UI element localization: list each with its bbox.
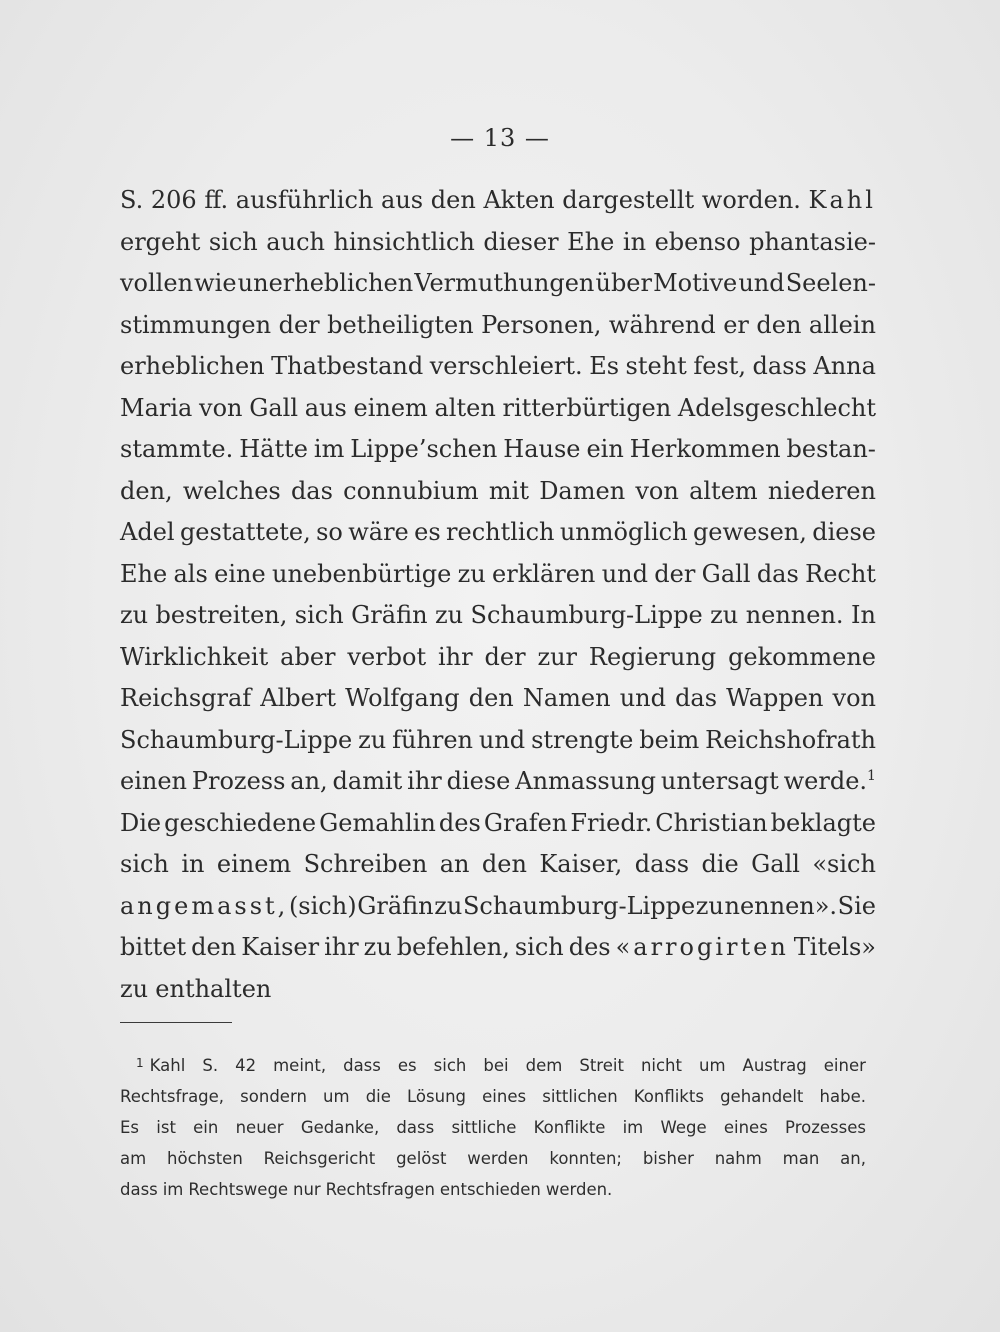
body-word: Gräfin bbox=[351, 601, 428, 629]
body-word: und bbox=[478, 725, 526, 754]
body-word: während bbox=[608, 310, 716, 339]
body-word: einen bbox=[120, 767, 187, 795]
body-word: zu bbox=[358, 725, 387, 754]
body-word: der bbox=[654, 559, 696, 588]
body-word: Lippe’schen bbox=[350, 435, 498, 463]
body-word: aus bbox=[381, 186, 424, 214]
body-word: verschleiert. bbox=[429, 352, 583, 380]
body-word: und bbox=[738, 269, 785, 297]
footnote-line bbox=[120, 1050, 866, 1081]
body-word: Personen, bbox=[481, 310, 602, 339]
body-word: S. bbox=[120, 186, 144, 214]
footnote-line bbox=[120, 1174, 866, 1205]
body-word: ein bbox=[586, 435, 624, 463]
footnote-word: gelöst bbox=[396, 1149, 447, 1168]
body-word: und bbox=[619, 684, 666, 712]
footnote-word: Lösung bbox=[407, 1087, 467, 1106]
body-line bbox=[120, 222, 876, 264]
footnote-line bbox=[120, 1143, 866, 1174]
footnote-word: konnten; bbox=[549, 1149, 622, 1168]
body-word: die bbox=[701, 850, 739, 878]
body-word: von bbox=[832, 684, 876, 712]
body-word: Schaumburg-Lippe bbox=[462, 891, 696, 920]
footnote-word: Streit bbox=[579, 1056, 624, 1075]
body-word: Anna bbox=[813, 352, 876, 380]
footnote-word: nicht bbox=[640, 1056, 682, 1075]
body-line bbox=[120, 305, 876, 347]
body-word: und bbox=[601, 559, 648, 588]
footnote-word: dass bbox=[396, 1118, 435, 1137]
footnote-word: meint, bbox=[273, 1056, 327, 1075]
body-word: an, bbox=[290, 767, 328, 795]
body-word: geschiedene bbox=[164, 808, 317, 837]
body-word: Namen bbox=[522, 684, 611, 712]
body-word: im bbox=[313, 435, 345, 463]
body-word: sich bbox=[120, 850, 169, 878]
footnote-word: im bbox=[622, 1118, 644, 1137]
body-word: Gall bbox=[701, 559, 751, 588]
body-word: Ehe bbox=[567, 227, 615, 256]
body-word: Schreiben bbox=[303, 850, 428, 878]
body-word: aber bbox=[280, 642, 336, 671]
footnote-word: Rechtswege bbox=[188, 1180, 289, 1199]
footnote-word: nahm bbox=[714, 1149, 762, 1168]
body-line bbox=[120, 844, 876, 886]
footnote-word: werden. bbox=[545, 1180, 613, 1199]
body-line bbox=[120, 388, 876, 430]
body-word: erheblichen bbox=[120, 352, 265, 380]
body-word: den bbox=[430, 186, 476, 214]
body-word: worden. bbox=[701, 186, 801, 214]
body-word: der bbox=[278, 310, 320, 339]
footnote-word: bisher bbox=[642, 1149, 694, 1168]
body-word: dass bbox=[752, 352, 807, 380]
body-word: stimmungen bbox=[120, 310, 272, 339]
body-word: enthalten bbox=[155, 974, 272, 1003]
footnote-word: Reichsgericht bbox=[263, 1149, 376, 1168]
body-word: das bbox=[290, 476, 333, 505]
footnote-word: Es bbox=[120, 1118, 140, 1137]
body-word: erklären bbox=[492, 559, 596, 588]
body-line bbox=[120, 678, 876, 720]
body-word: von bbox=[635, 476, 679, 505]
body-word: unmöglich bbox=[559, 518, 688, 546]
body-line bbox=[120, 720, 876, 762]
body-word: connubium bbox=[343, 476, 479, 505]
body-word: werde.$^1$ bbox=[783, 767, 876, 795]
footnote-word: 42 bbox=[235, 1056, 257, 1075]
body-word: des bbox=[568, 933, 611, 961]
footnote-word: dass bbox=[343, 1056, 381, 1075]
body-word: sich bbox=[294, 601, 344, 629]
footnote-word: höchsten bbox=[167, 1149, 243, 1168]
body-word: Damen bbox=[539, 476, 626, 505]
body-word: Anmassung bbox=[515, 767, 657, 795]
body-word: von bbox=[199, 393, 243, 422]
body-word: zu bbox=[120, 974, 149, 1003]
body-word: ihr bbox=[407, 767, 442, 795]
footnote-word: am bbox=[120, 1149, 147, 1168]
body-word: zu bbox=[363, 933, 392, 961]
footnote-word: die bbox=[365, 1087, 391, 1106]
body-word: hinsichtlich bbox=[333, 227, 475, 256]
body-word: den, bbox=[120, 476, 173, 505]
body-word: Adel bbox=[120, 518, 175, 546]
body-word: bestan- bbox=[786, 435, 876, 463]
footnote-word: sich bbox=[433, 1056, 467, 1075]
footnote-word: Konflikts bbox=[633, 1087, 704, 1106]
footnote-word: Rechtsfrage, bbox=[120, 1087, 225, 1106]
body-word: einem bbox=[216, 850, 292, 878]
body-line bbox=[120, 346, 876, 388]
body-word: Grafen bbox=[483, 808, 568, 837]
body-line bbox=[120, 927, 876, 969]
body-word: eine bbox=[214, 559, 266, 588]
body-word: Regierung bbox=[588, 642, 717, 671]
body-word: Vermuthungen bbox=[414, 269, 595, 297]
footnote-word: sondern bbox=[240, 1087, 307, 1106]
body-word: bittet bbox=[120, 933, 187, 961]
body-word: stammte. bbox=[120, 435, 234, 463]
body-word: ihr bbox=[324, 933, 359, 961]
footnote-word: bei bbox=[483, 1056, 509, 1075]
body-word: ritterbürtigen bbox=[502, 393, 672, 422]
body-line bbox=[120, 969, 876, 1011]
body-word: ergeht bbox=[120, 227, 201, 256]
footnote-word: ist bbox=[156, 1118, 176, 1137]
footnote-word: ein bbox=[193, 1118, 219, 1137]
body-word: zu bbox=[710, 601, 739, 629]
body-word: Titels» bbox=[793, 933, 876, 961]
body-line bbox=[120, 637, 876, 679]
body-word: des bbox=[438, 808, 481, 837]
body-word: den bbox=[468, 684, 514, 712]
body-word: Wappen bbox=[726, 684, 824, 712]
body-line bbox=[120, 263, 876, 305]
body-word: rechtlich bbox=[446, 518, 555, 546]
body-line bbox=[120, 803, 876, 845]
body-word: 206 bbox=[150, 186, 197, 214]
body-word: vollen bbox=[120, 269, 194, 297]
footnote-word: Gedanke, bbox=[300, 1118, 380, 1137]
body-word: zu bbox=[120, 601, 149, 629]
body-word: steht bbox=[625, 352, 687, 380]
footnote-word: Rechtsfragen bbox=[325, 1180, 435, 1199]
body-word: zu bbox=[457, 559, 486, 588]
body-line bbox=[120, 595, 876, 637]
body-word: nennen. bbox=[745, 601, 844, 629]
body-word: unebenbürtige bbox=[271, 559, 452, 588]
body-word: diese bbox=[812, 518, 876, 546]
body-word: Thatbestand bbox=[271, 352, 424, 380]
footnote-line bbox=[120, 1081, 866, 1112]
footnote-word: eines bbox=[482, 1087, 527, 1106]
body-line bbox=[120, 761, 876, 803]
body-word: Christian bbox=[655, 808, 768, 837]
body-word: altem bbox=[689, 476, 758, 505]
body-word: zu bbox=[695, 891, 724, 920]
footnote-word: werden bbox=[467, 1149, 529, 1168]
body-word: beklagte bbox=[770, 808, 876, 837]
footnote-divider bbox=[120, 1022, 232, 1023]
footnote-word: S. bbox=[202, 1056, 219, 1075]
body-word: das bbox=[756, 559, 799, 588]
body-word: an bbox=[439, 850, 470, 878]
footnote-word: um bbox=[323, 1087, 350, 1106]
body-word: ebenso bbox=[654, 227, 741, 256]
body-word: (sich) bbox=[288, 891, 357, 920]
footnote-word: dass bbox=[120, 1180, 158, 1199]
body-word: Reichsgraf bbox=[120, 684, 252, 712]
body-word: Reichshofrath bbox=[705, 725, 876, 754]
body-word: ihr bbox=[438, 642, 473, 671]
footnote-word: um bbox=[699, 1056, 726, 1075]
body-word: befehlen, bbox=[396, 933, 510, 961]
footnote-word: entschieden bbox=[439, 1180, 541, 1199]
body-word: so bbox=[316, 518, 343, 546]
body-word: als bbox=[173, 559, 208, 588]
body-word: gestattete, bbox=[179, 518, 311, 546]
body-word: damit bbox=[332, 767, 403, 795]
body-word: In bbox=[851, 601, 876, 629]
body-word: den bbox=[191, 933, 237, 961]
footnote-marker: 1 bbox=[136, 1056, 144, 1070]
body-word: Sie bbox=[837, 891, 876, 920]
body-word: «sich bbox=[812, 850, 876, 878]
body-word: Wirklichkeit bbox=[120, 642, 269, 671]
body-word: den bbox=[756, 310, 802, 339]
body-word: alten bbox=[434, 393, 496, 422]
body-word: Kaiser bbox=[241, 933, 320, 961]
body-word: er bbox=[723, 310, 749, 339]
footnote-word: eines bbox=[723, 1118, 768, 1137]
footnote-word: habe. bbox=[819, 1087, 866, 1106]
footnote-word: nur bbox=[293, 1180, 321, 1199]
body-word: das bbox=[675, 684, 718, 712]
body-word: Herkommen bbox=[629, 435, 781, 463]
body-word: angemasst, bbox=[120, 891, 289, 920]
body-word: mit bbox=[488, 476, 529, 505]
body-word: gekommene bbox=[728, 642, 876, 671]
footnote-word: man bbox=[782, 1149, 820, 1168]
body-word: niederen bbox=[767, 476, 876, 505]
body-word: Albert bbox=[260, 684, 336, 712]
body-word: Kahl bbox=[808, 186, 876, 214]
body-word: aus bbox=[304, 393, 347, 422]
footnote-word: an, bbox=[840, 1149, 866, 1168]
body-word: welches bbox=[182, 476, 281, 505]
body-word: strengte bbox=[531, 725, 634, 754]
body-text bbox=[120, 180, 876, 1010]
footnote-word: $^1$ Kahl bbox=[136, 1056, 186, 1075]
footnote-word: Austrag bbox=[742, 1056, 807, 1075]
body-word: Seelen- bbox=[785, 269, 876, 297]
body-word: zur bbox=[537, 642, 578, 671]
body-word: bestreiten, bbox=[155, 601, 288, 629]
body-line bbox=[120, 886, 876, 928]
body-word: Gräfin bbox=[357, 891, 434, 920]
footnote-word: dem bbox=[525, 1056, 563, 1075]
body-word: es bbox=[414, 518, 441, 546]
body-word: auch bbox=[266, 227, 325, 256]
body-word: führen bbox=[392, 725, 473, 754]
body-line bbox=[120, 429, 876, 471]
body-word: Friedr. bbox=[570, 808, 653, 837]
footnote-word: sittliche bbox=[451, 1118, 517, 1137]
body-word: wäre bbox=[348, 518, 409, 546]
footnote-word: es bbox=[397, 1056, 417, 1075]
body-word: Motive bbox=[653, 269, 738, 297]
body-word: Gall bbox=[249, 393, 299, 422]
body-word: wie bbox=[194, 269, 237, 297]
body-word: Adelsgeschlecht bbox=[677, 393, 876, 422]
body-word: untersagt bbox=[660, 767, 779, 795]
footnote-word: im bbox=[162, 1180, 184, 1199]
body-word: phantasie- bbox=[749, 227, 876, 256]
footnote-word: Konflikte bbox=[533, 1118, 606, 1137]
body-word: Gemahlin bbox=[319, 808, 436, 837]
body-word: sich bbox=[514, 933, 564, 961]
body-word: ausführlich bbox=[235, 186, 374, 214]
body-word: Prozess bbox=[191, 767, 286, 795]
body-word: Gall bbox=[751, 850, 800, 878]
body-line bbox=[120, 471, 876, 513]
body-word: der bbox=[484, 642, 526, 671]
body-word: Hätte bbox=[239, 435, 308, 463]
body-word: über bbox=[595, 269, 652, 297]
body-word: allein bbox=[808, 310, 876, 339]
footnote-word: Prozesses bbox=[785, 1118, 866, 1137]
body-word: beim bbox=[639, 725, 700, 754]
footnote-word: neuer bbox=[235, 1118, 284, 1137]
body-word: einem bbox=[353, 393, 428, 422]
footnotes bbox=[120, 1050, 866, 1205]
body-word: Maria bbox=[120, 393, 193, 422]
body-word: Die bbox=[120, 808, 162, 837]
footnote-word: einer bbox=[823, 1056, 866, 1075]
body-word: fest, bbox=[693, 352, 747, 380]
body-word: nennen». bbox=[724, 891, 838, 920]
body-word: dargestellt bbox=[562, 186, 695, 214]
body-word: ff. bbox=[204, 186, 229, 214]
body-line bbox=[120, 180, 876, 222]
body-word: unerheblichen bbox=[237, 269, 414, 297]
body-word: sich bbox=[208, 227, 258, 256]
page-number: — 13 — bbox=[450, 124, 550, 152]
body-line bbox=[120, 554, 876, 596]
body-line bbox=[120, 512, 876, 554]
footnote-word: sittlichen bbox=[542, 1087, 618, 1106]
body-word: dieser bbox=[483, 227, 559, 256]
body-word: betheiligten bbox=[327, 310, 474, 339]
body-word: in bbox=[622, 227, 647, 256]
body-word: gewesen, bbox=[692, 518, 807, 546]
body-word: diese bbox=[446, 767, 511, 795]
body-word: in bbox=[181, 850, 205, 878]
body-word: dass bbox=[634, 850, 690, 878]
body-word: zu bbox=[434, 891, 463, 920]
footnote-line bbox=[120, 1112, 866, 1143]
body-word: verbot bbox=[347, 642, 427, 671]
body-word: «arrogirten bbox=[615, 933, 789, 961]
footnote-word: gehandelt bbox=[720, 1087, 804, 1106]
footnote-reference: 1 bbox=[867, 768, 876, 784]
body-word: zu bbox=[434, 601, 464, 629]
body-word: Schaumburg-Lippe bbox=[470, 601, 703, 629]
body-word: Ehe bbox=[120, 559, 168, 588]
body-word: Wolfgang bbox=[345, 684, 460, 712]
body-word: Akten bbox=[483, 186, 555, 214]
body-word: Es bbox=[589, 352, 620, 380]
body-word: Hause bbox=[503, 435, 581, 463]
body-word: Kaiser, bbox=[539, 850, 623, 878]
body-word: Schaumburg-Lippe bbox=[120, 725, 353, 754]
body-word: den bbox=[481, 850, 527, 878]
body-word: Recht bbox=[805, 559, 876, 588]
footnote-word: Wege bbox=[660, 1118, 707, 1137]
